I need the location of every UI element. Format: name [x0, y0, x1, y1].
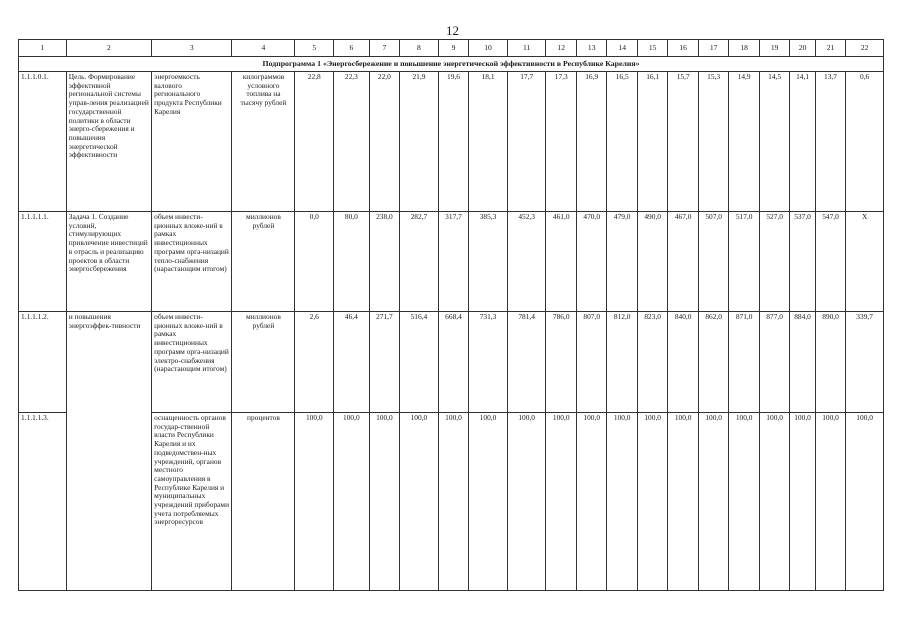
value-cell: 547,0	[815, 212, 845, 312]
row-code: 1.1.1.0.1.	[19, 72, 67, 212]
indicators-table	[18, 39, 884, 591]
value-cell: 100,0	[759, 413, 789, 591]
value-cell: 16,5	[607, 72, 637, 212]
column-number: 11	[507, 40, 546, 57]
value-cell: 100,0	[369, 413, 399, 591]
column-number: 22	[846, 40, 884, 57]
value-cell: 823,0	[637, 312, 667, 413]
value-cell: 516,4	[400, 312, 439, 413]
value-cell: 467,0	[668, 212, 698, 312]
value-cell: 14,9	[729, 72, 759, 212]
column-number: 21	[815, 40, 845, 57]
value-cell: 731,3	[469, 312, 508, 413]
value-cell: 22,3	[334, 72, 370, 212]
column-number: 3	[152, 40, 232, 57]
value-cell: 0,0	[295, 212, 334, 312]
row-unit: миллионов рублей	[232, 212, 295, 312]
column-number: 20	[790, 40, 815, 57]
value-cell: 527,0	[759, 212, 789, 312]
row-unit: процентов	[232, 413, 295, 591]
value-cell: 452,3	[507, 212, 546, 312]
value-cell: 21,9	[400, 72, 439, 212]
value-cell: 100,0	[637, 413, 667, 591]
value-cell: 2,6	[295, 312, 334, 413]
value-cell: 100,0	[507, 413, 546, 591]
value-cell: 317,7	[438, 212, 468, 312]
column-number: 18	[729, 40, 759, 57]
value-cell: 17,3	[546, 72, 576, 212]
column-number: 7	[369, 40, 399, 57]
value-cell: 884,0	[790, 312, 815, 413]
value-cell: 0,6	[846, 72, 884, 212]
column-number: 13	[576, 40, 606, 57]
value-cell: 100,0	[438, 413, 468, 591]
value-cell: 80,0	[334, 212, 370, 312]
value-cell: 238,0	[369, 212, 399, 312]
value-cell: 339,7	[846, 312, 884, 413]
column-number: 10	[469, 40, 508, 57]
value-cell: 100,0	[469, 413, 508, 591]
value-cell: 13,7	[815, 72, 845, 212]
column-number: 9	[438, 40, 468, 57]
row-unit: килограммов условного топлива на тысячу рублей	[232, 72, 295, 212]
column-number: 17	[698, 40, 728, 57]
value-cell: 100,0	[729, 413, 759, 591]
value-cell: 16,1	[637, 72, 667, 212]
value-cell: 100,0	[546, 413, 576, 591]
value-cell: 385,3	[469, 212, 508, 312]
row-goal: и повышения энергоэффек-тивности	[66, 312, 151, 591]
table-row	[19, 212, 884, 312]
value-cell: 461,0	[546, 212, 576, 312]
row-indicator: оснащенность органов государ-ственной власти Республики Карелия и их подведомствен-ных учреждений, органов местного самоуправления в Республике Карелия и муниципальных учреждений приборами учета потребляемых энергоресурсов	[152, 413, 232, 591]
column-number-row	[19, 40, 884, 57]
column-number: 5	[295, 40, 334, 57]
value-cell: 507,0	[698, 212, 728, 312]
column-number: 6	[334, 40, 370, 57]
page-number: 12	[446, 23, 459, 38]
value-cell: 537,0	[790, 212, 815, 312]
value-cell: 15,3	[698, 72, 728, 212]
value-cell: 100,0	[334, 413, 370, 591]
column-number: 8	[400, 40, 439, 57]
row-unit: миллионов рублей	[232, 312, 295, 413]
value-cell: 100,0	[846, 413, 884, 591]
table-row	[19, 312, 884, 413]
subprogram-row	[19, 57, 884, 72]
value-cell: 786,0	[546, 312, 576, 413]
value-cell: 877,0	[759, 312, 789, 413]
column-number: 4	[232, 40, 295, 57]
value-cell: 18,1	[469, 72, 508, 212]
value-cell: 840,0	[668, 312, 698, 413]
subprogram-title: Подпрограмма 1 «Энергосбережение и повышение энергетической эффективности в Республике Карелия»	[19, 57, 884, 72]
value-cell: 100,0	[576, 413, 606, 591]
row-goal: Цель. Формирование эффективной региональной системы управ-ления реализацией государственной политики в области энерго-сбережения и повышения энергетической эффективности	[66, 72, 151, 212]
row-goal: Задача 1. Создание условий, стимулирующих привлечение инвестиций в отрасль и реализацию проектов в области энергосбережения	[66, 212, 151, 312]
value-cell: 517,0	[729, 212, 759, 312]
column-number: 19	[759, 40, 789, 57]
value-cell: 781,4	[507, 312, 546, 413]
value-cell: 812,0	[607, 312, 637, 413]
value-cell: 479,0	[607, 212, 637, 312]
value-cell: 470,0	[576, 212, 606, 312]
value-cell: 100,0	[295, 413, 334, 591]
value-cell: 15,7	[668, 72, 698, 212]
value-cell: 271,7	[369, 312, 399, 413]
table-row	[19, 72, 884, 212]
row-code: 1.1.1.1.1.	[19, 212, 67, 312]
value-cell: 14,1	[790, 72, 815, 212]
value-cell: 490,0	[637, 212, 667, 312]
row-indicator: энергоемкость валового регионального продукта Республики Карелия	[152, 72, 232, 212]
row-code: 1.1.1.1.3.	[19, 413, 67, 591]
value-cell: 100,0	[790, 413, 815, 591]
row-indicator: объем инвести-ционных вложе-ний в рамках инвестиционных программ орга-низаций электро-снабжения (нарастающим итогом)	[152, 312, 232, 413]
value-cell: X	[846, 212, 884, 312]
row-code: 1.1.1.1.2.	[19, 312, 67, 413]
column-number: 12	[546, 40, 576, 57]
value-cell: 871,0	[729, 312, 759, 413]
row-indicator: объем инвести-ционных вложе-ний в рамках инвестиционных программ орга-низаций тепло-снабжения (нарастающим итогом)	[152, 212, 232, 312]
value-cell: 100,0	[815, 413, 845, 591]
column-number: 1	[19, 40, 67, 57]
value-cell: 22,8	[295, 72, 334, 212]
value-cell: 282,7	[400, 212, 439, 312]
column-number: 16	[668, 40, 698, 57]
column-number: 2	[66, 40, 151, 57]
value-cell: 22,0	[369, 72, 399, 212]
column-number: 14	[607, 40, 637, 57]
value-cell: 100,0	[668, 413, 698, 591]
value-cell: 807,0	[576, 312, 606, 413]
value-cell: 16,9	[576, 72, 606, 212]
value-cell: 100,0	[698, 413, 728, 591]
value-cell: 862,0	[698, 312, 728, 413]
value-cell: 19,6	[438, 72, 468, 212]
value-cell: 100,0	[400, 413, 439, 591]
value-cell: 46,4	[334, 312, 370, 413]
column-number: 15	[637, 40, 667, 57]
value-cell: 14,5	[759, 72, 789, 212]
value-cell: 890,0	[815, 312, 845, 413]
value-cell: 100,0	[607, 413, 637, 591]
value-cell: 17,7	[507, 72, 546, 212]
value-cell: 668,4	[438, 312, 468, 413]
